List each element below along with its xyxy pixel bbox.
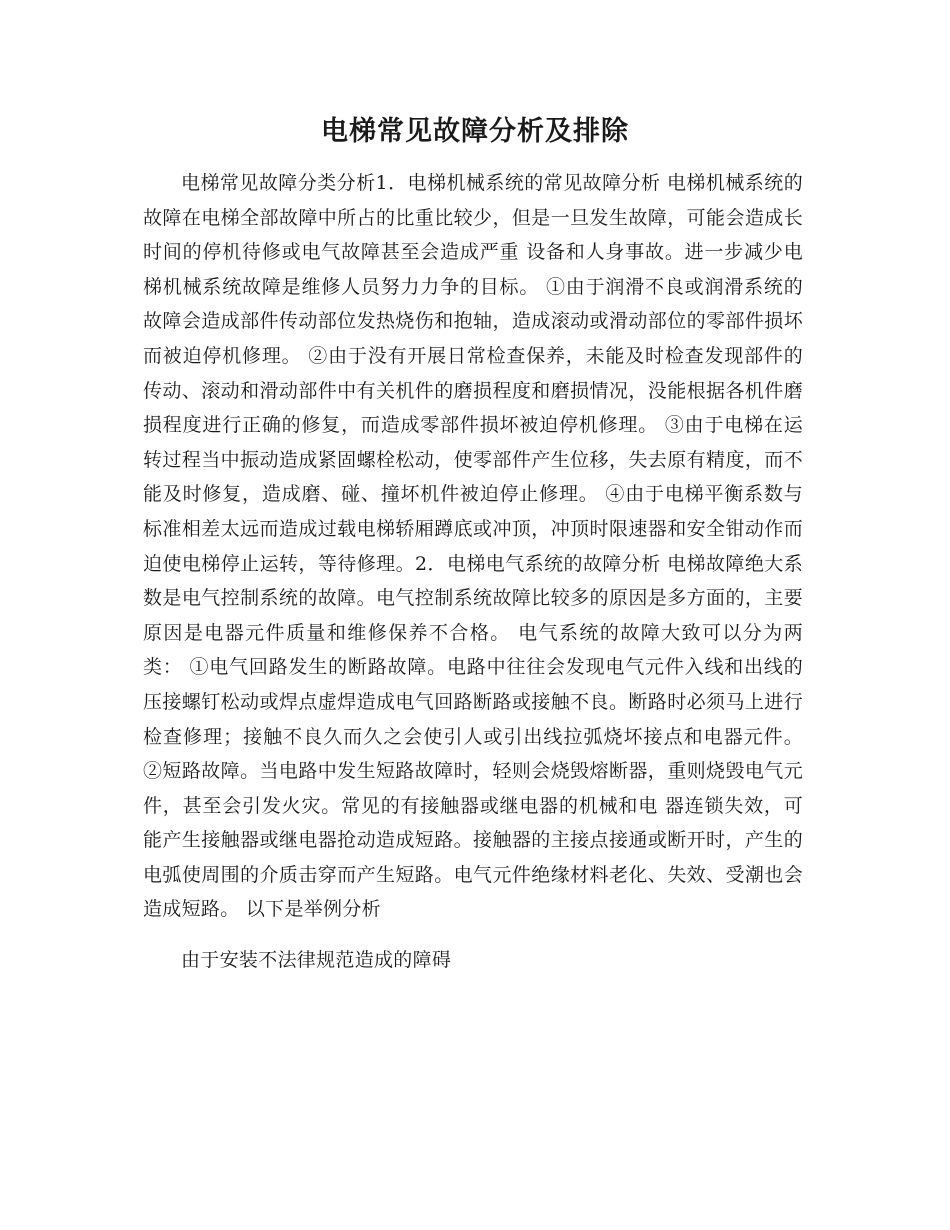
body-paragraph-1: 电梯常见故障分类分析1．电梯机械系统的常见故障分析 电梯机械系统的故障在电梯全部故障中所占的比重比较少，但是一旦发生故障，可能会造成长时间的停机待修或电气故障甚至会造成严重 设备和人身事故。进一步减少电梯机械系统故障是维修人员努力力争的目标。 ①由于润滑不良或润滑系统的故障会造成部件传动部位发热烧伤和抱轴，造成滚动或滑动部位的零部件损坏而被迫停机修理。 ②由于没有开展日常检查保养，未能及时检查发现部件的传动、滚动和滑动部件中有关机件的磨损程度和磨损情况，没能根据各机件磨损程度进行正确的修复，而造成零部件损坏被迫停机修理。 ③由于电梯在运转过程当中振动造成紧固螺栓松动，使零部件产生位移，失去原有精度，而不能及时修复，造成磨、碰、撞坏机件被迫停止修理。 ④由于电梯平衡系数与标准相差太远而造成过载电梯轿厢蹲底或冲顶，冲顶时限速器和安全钳动作而迫使电梯停止运转，等待修理。2．电梯电气系统的故障分析 电梯故障绝大系数是电气控制系统的故障。电气控制系统故障比较多的原因是多方面的，主要原因是电器元件质量和维修保养不合格。 电气系统的故障大致可以分为两类： ①电气回路发生的断路故障。电路中往往会发现电气元件入线和出线的压接螺钉松动或焊点虚焊造成电气回路断路或接触不良。断路时必须马上进行检查修理；接触不良久而久之会使引人或引出线拉弧烧坏接点和电器元件。 ②短路故障。当电路中发生短路故障时，轻则会烧毁熔断器，重则烧毁电气元件，甚至会引发火灾。常见的有接触器或继电器的机械和电 器连锁失效，可能产生接触器或继电器抢动造成短路。接触器的主接点接通或断开时，产生的电弧使周围的介质击穿而产生短路。电气元件绝缘材料老化、失效、受潮也会造成短路。 以下是举例分析 (143, 172, 803, 921)
body-paragraph-2: 由于安装不法律规范造成的障碍 (181, 949, 452, 972)
document-body (143, 166, 803, 978)
document-title: 电梯常见故障分析及排除 (321, 116, 629, 147)
